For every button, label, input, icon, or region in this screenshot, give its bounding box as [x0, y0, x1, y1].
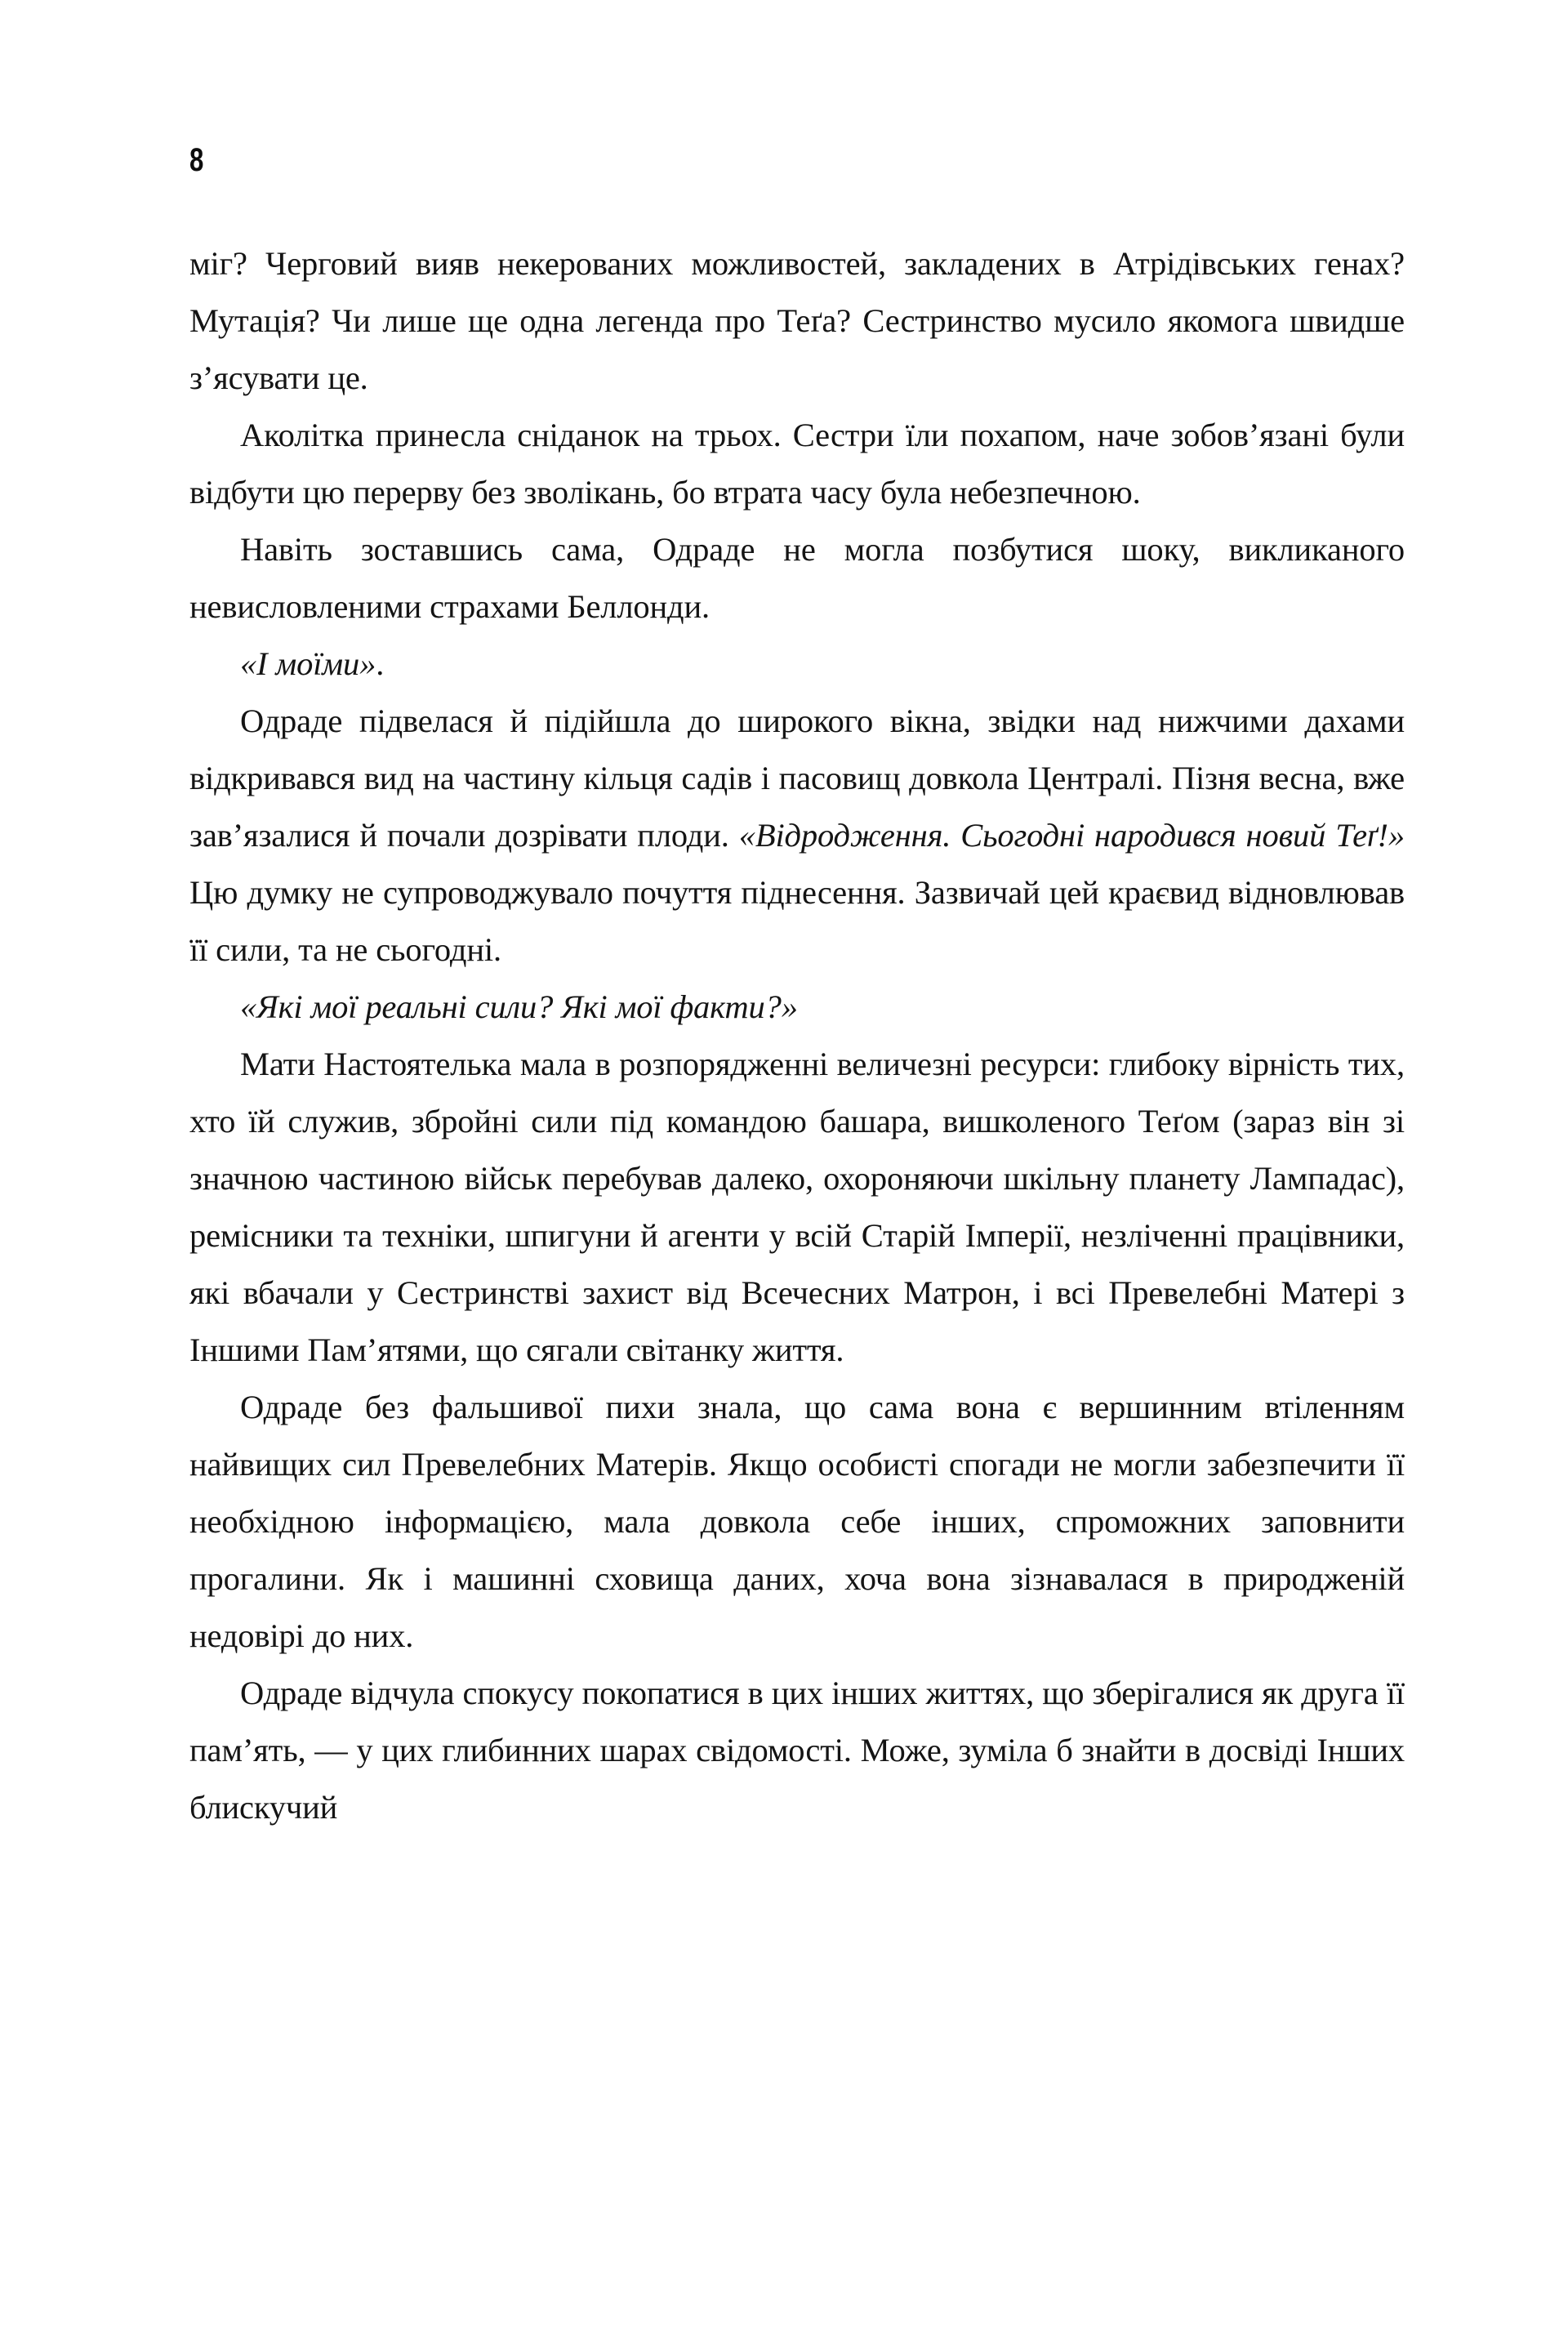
roman-run: Цю думку не супроводжувало почуття піднесення. Зазвичай цей краєвид відновлював її сили, та не сьогодні. — [189, 874, 1405, 968]
italic-run: «Які мої реальні сили? Які мої факти?» — [240, 988, 798, 1025]
paragraph-inner-monologue — [189, 979, 1405, 1036]
paragraph-inner-monologue — [189, 636, 1405, 693]
body-text-block — [189, 235, 1405, 1836]
paragraph — [189, 693, 1405, 979]
paragraph: Мати Настоятелька мала в розпорядженні величезні ресурси: глибоку вірність тих, хто їй служив, збройні сили під командою башара, вишколеного Теґом (зараз він зі значною частиною військ перебував далеко, охороняючи шкільну планету Лампадас), ремісники та техніки, шпигуни й агенти у всій Старій Імперії, незліченні працівники, які вбачали у Сестринстві захист від Всечесних Матрон, і всі Превелебні Матері з Іншими Пам’ятями, що сягали світанку життя. — [189, 1046, 1405, 1368]
paragraph: міг? Черговий вияв некерованих можливостей, закладених в Атрідівських генах? Мутація? Чи лише ще одна легенда про Теґа? Сестринство мусило якомога швидше з’ясувати це. — [189, 245, 1405, 396]
page-number: 8 — [189, 142, 203, 178]
italic-run: «Відродження. Сьогодні народився новий Теґ!» — [738, 817, 1405, 854]
paragraph: Навіть зоставшись сама, Одраде не могла позбутися шоку, викликаного невисловленими страхами Беллонди. — [189, 531, 1405, 625]
roman-run: Одраде підвелася й підійшла до широкого вікна, звідки над нижчими дахами відкривався вид на частину кільця садів і пасовищ довкола Централі. Пізня весна, вже зав’язалися й почали дозрівати плоди. — [189, 702, 1405, 854]
roman-run: . — [376, 645, 385, 682]
italic-run: «І моїми» — [240, 645, 376, 682]
paragraph: Одраде без фальшивої пихи знала, що сама вона є вершинним втіленням найвищих сил Превелебних Матерів. Якщо особисті спогади не могли забезпечити її необхідною інформацією, мала довкола себе інших, спроможних заповнити прогалини. Як і машинні сховища даних, хоча вона зізнавалася в природженій недовірі до них. — [189, 1389, 1405, 1654]
paragraph: Аколітка принесла сніданок на трьох. Сестри їли похапом, наче зобов’язані були відбути цю перерву без зволікань, бо втрата часу була небезпечною. — [189, 417, 1405, 511]
paragraph: Одраде відчула спокусу покопатися в цих інших життях, що зберігалися як друга її пам’ять, — у цих глибинних шарах свідомості. Може, зуміла б знайти в досвіді Інших блискучий — [189, 1675, 1405, 1826]
